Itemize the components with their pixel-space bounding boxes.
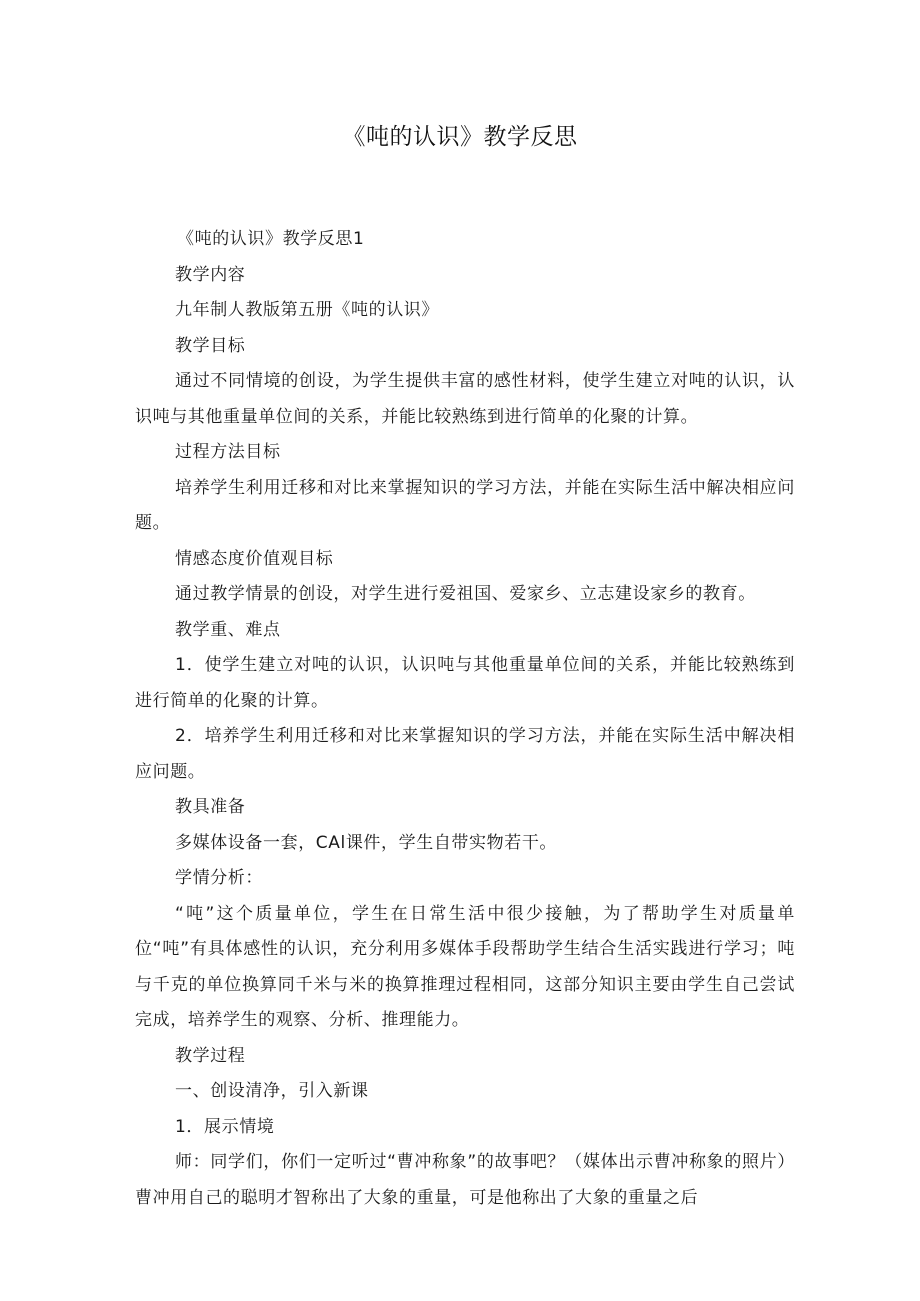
section-heading: 《吨的认识》教学反思1	[177, 229, 365, 249]
paragraph: 学情分析：	[175, 868, 263, 888]
paragraph: 一、创设清净，引入新课	[175, 1081, 369, 1101]
paragraph: 培养学生利用迁移和对比来掌握知识的学习方法，并能在实际生活中解决相应问题。	[135, 477, 795, 533]
paragraph: 通过不同情境的创设，为学生提供丰富的感性材料，使学生建立对吨的认识，认识吨与其他重量单位间的关系，并能比较熟练到进行简单的化聚的计算。	[135, 371, 795, 427]
document-body	[135, 222, 795, 1216]
paragraph: 通过教学情景的创设，对学生进行爱祖国、爱家乡、立志建设家乡的教育。	[175, 584, 756, 604]
paragraph: 过程方法目标	[175, 442, 281, 462]
document-title: 《吨的认识》教学反思	[342, 124, 578, 150]
paragraph: 教学目标	[175, 335, 246, 356]
paragraph: 师：同学们，你们一定听过“曹冲称象”的故事吧？（媒体出示曹冲称象的照片）曹冲用自己的聪明才智称出了大象的重量，可是他称出了大象的重量之后	[135, 1152, 795, 1208]
paragraph: 教具准备	[175, 797, 246, 817]
paragraph: “吨”这个质量单位，学生在日常生活中很少接触，为了帮助学生对质量单位“吨”有具体感性的认识，充分利用多媒体手段帮助学生结合生活实践进行学习；吨与千克的单位换算同千米与米的换算推理过程相同，这部分知识主要由学生自己尝试完成，培养学生的观察、分析、推理能力。	[135, 903, 795, 1030]
paragraph: 教学重、难点	[175, 619, 281, 640]
paragraph: 1．使学生建立对吨的认识，认识吨与其他重量单位间的关系，并能比较熟练到进行简单的化聚的计算。	[135, 655, 795, 711]
paragraph: 教学过程	[175, 1045, 246, 1066]
paragraph: 多媒体设备一套，CAl课件，学生自带实物若干。	[175, 832, 558, 853]
paragraph: 九年制人教版第五册《吨的认识》	[175, 300, 439, 320]
paragraph: 教学内容	[175, 264, 246, 285]
paragraph: 2．培养学生利用迁移和对比来掌握知识的学习方法，并能在实际生活中解决相应问题。	[135, 726, 795, 782]
paragraph: 1．展示情境	[175, 1116, 275, 1137]
paragraph: 情感态度价值观目标	[175, 548, 334, 569]
